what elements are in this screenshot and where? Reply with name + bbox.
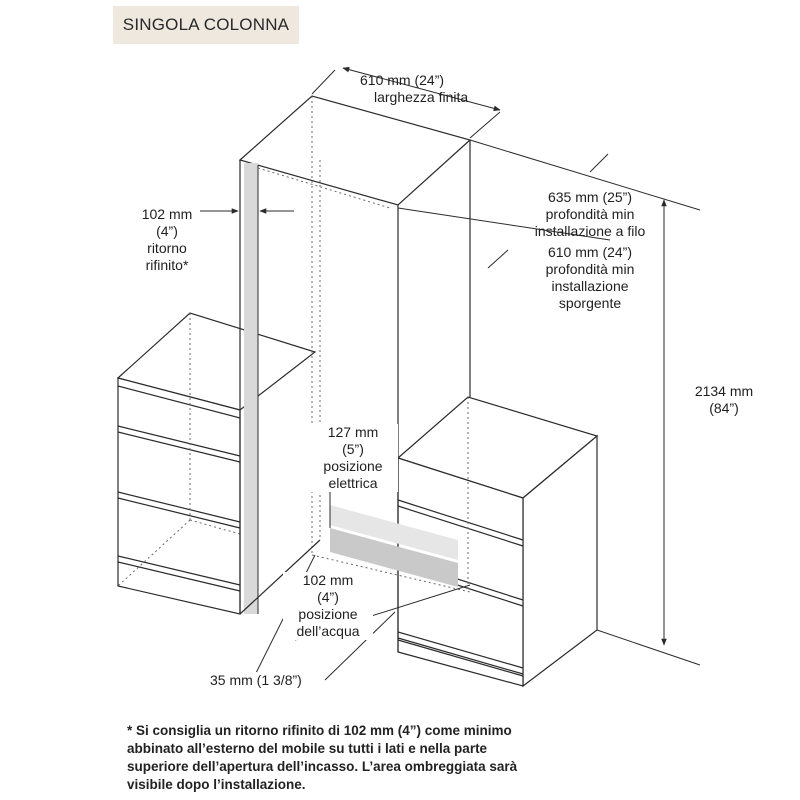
shaded-return-left xyxy=(244,163,258,614)
water-label-line: dell’acqua xyxy=(296,623,360,639)
footnote-line: visibile dopo l’installazione. xyxy=(127,777,306,792)
depth-protruding-line: installazione xyxy=(551,278,629,294)
footnote-line: abbinato all’esterno del mobile su tutti i lati e nella parte xyxy=(127,741,488,756)
electric-label xyxy=(308,424,398,492)
return-label-line: (4”) xyxy=(156,223,178,239)
footnote-line: superiore dell’apertura dell’incasso. L’area ombreggiata sarà xyxy=(127,759,518,774)
depth-protruding-line: 610 mm (24”) xyxy=(547,244,633,260)
left-cabinet xyxy=(118,313,315,614)
bottom-gap-label: 35 mm (1 3/8”) xyxy=(210,672,302,688)
electric-label-line: elettrica xyxy=(328,475,378,491)
height-label xyxy=(684,383,764,417)
height-label-line: (84”) xyxy=(709,400,739,416)
electric-label-line: (5”) xyxy=(342,441,364,457)
height-label-line: 2134 mm xyxy=(694,383,754,399)
depth-flush-line: 635 mm (25”) xyxy=(547,189,633,205)
width-label xyxy=(360,72,468,106)
width-label-line: larghezza finita xyxy=(374,89,469,105)
width-label-line: 610 mm (24”) xyxy=(360,72,445,88)
return-label-line: rifinito* xyxy=(145,257,189,273)
electric-label-line: posizione xyxy=(323,458,383,474)
electric-label-line: 127 mm xyxy=(327,424,379,440)
water-label xyxy=(283,572,373,640)
return-label xyxy=(122,206,212,274)
depth-protruding-label xyxy=(515,244,665,312)
return-label-line: ritorno xyxy=(147,240,187,256)
depth-protruding-line: sporgente xyxy=(558,295,622,311)
water-label-line: 102 mm xyxy=(302,572,354,588)
footnote-line: * Si consiglia un ritorno rifinito di 102 mm (4”) come minimo xyxy=(127,723,512,738)
return-label-line: 102 mm xyxy=(141,206,193,222)
title-badge: SINGOLA COLONNA xyxy=(113,6,299,44)
depth-flush-line: profondità min xyxy=(545,206,635,222)
depth-protruding-line: profondità min xyxy=(545,261,635,277)
depth-flush-label xyxy=(515,189,665,240)
water-label-line: posizione xyxy=(298,606,358,622)
footnote xyxy=(127,722,687,794)
depth-flush-line: installazione a filo xyxy=(534,223,646,239)
water-label-line: (4”) xyxy=(317,589,339,605)
